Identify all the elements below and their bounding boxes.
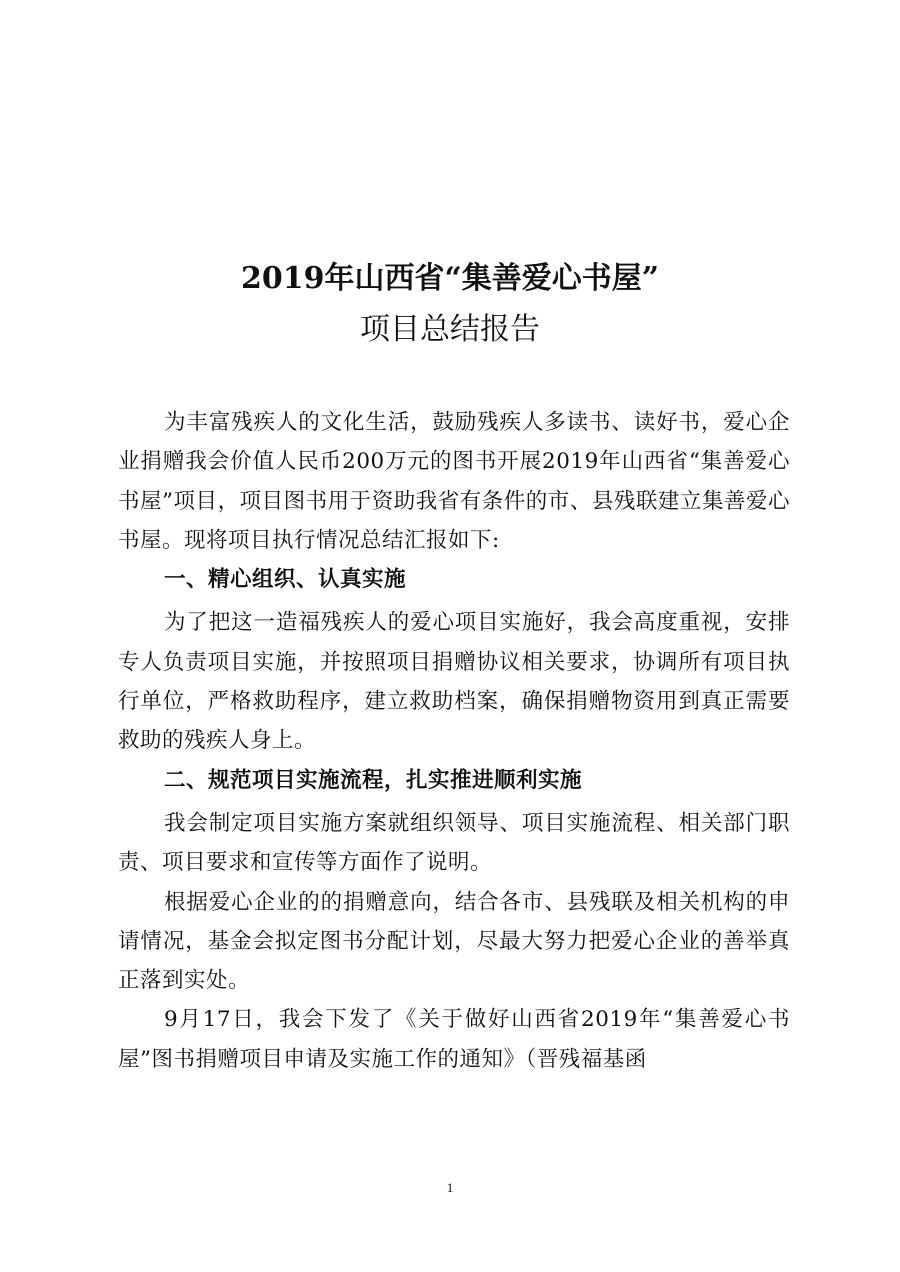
section-heading-2: 二、规范项目实施流程，扎实推进顺利实施 (164, 767, 583, 793)
document-title: 2019年山西省“集善爱心书屋” (240, 261, 659, 296)
section2-paragraph-2: 根据爱心企业的的捐赠意向，结合各市、县残联及相关机构的申请情况，基金会拟定图书分配计划，尽最大努力把爱心企业的善举真正落到实处。 (118, 889, 790, 994)
page-number: 1 (446, 1180, 454, 1195)
section2-paragraph-1: 我会制定项目实施方案就组织领导、项目实施流程、相关部门职责、项目要求和宣传等方面作了说明。 (118, 810, 790, 876)
section-heading-1: 一、精心组织、认真实施 (164, 567, 407, 593)
document-subtitle: 项目总结报告 (360, 312, 540, 347)
section1-paragraph: 为了把这一造福残疾人的爱心项目实施好，我会高度重视，安排专人负责项目实施，并按照项目捐赠协议相关要求，协调所有项目执行单位，严格救助程序，建立救助档案，确保捐赠物资用到真正需要救助的残疾人身上。 (118, 610, 790, 754)
intro-paragraph: 为丰富残疾人的文化生活，鼓励残疾人多读书、读好书，爱心企业捐赠我会价值人民币200万元的图书开展2019年山西省“集善爱心书屋”项目，项目图书用于资助我省有条件的市、县残联建立集善爱心书屋。现将项目执行情况总结汇报如下: (118, 410, 790, 553)
section2-paragraph-3: 9月17日，我会下发了《关于做好山西省2019年“集善爱心书屋”图书捐赠项目申请及实施工作的通知》（晋残福基函 (118, 1007, 790, 1072)
document-body (118, 403, 790, 1079)
